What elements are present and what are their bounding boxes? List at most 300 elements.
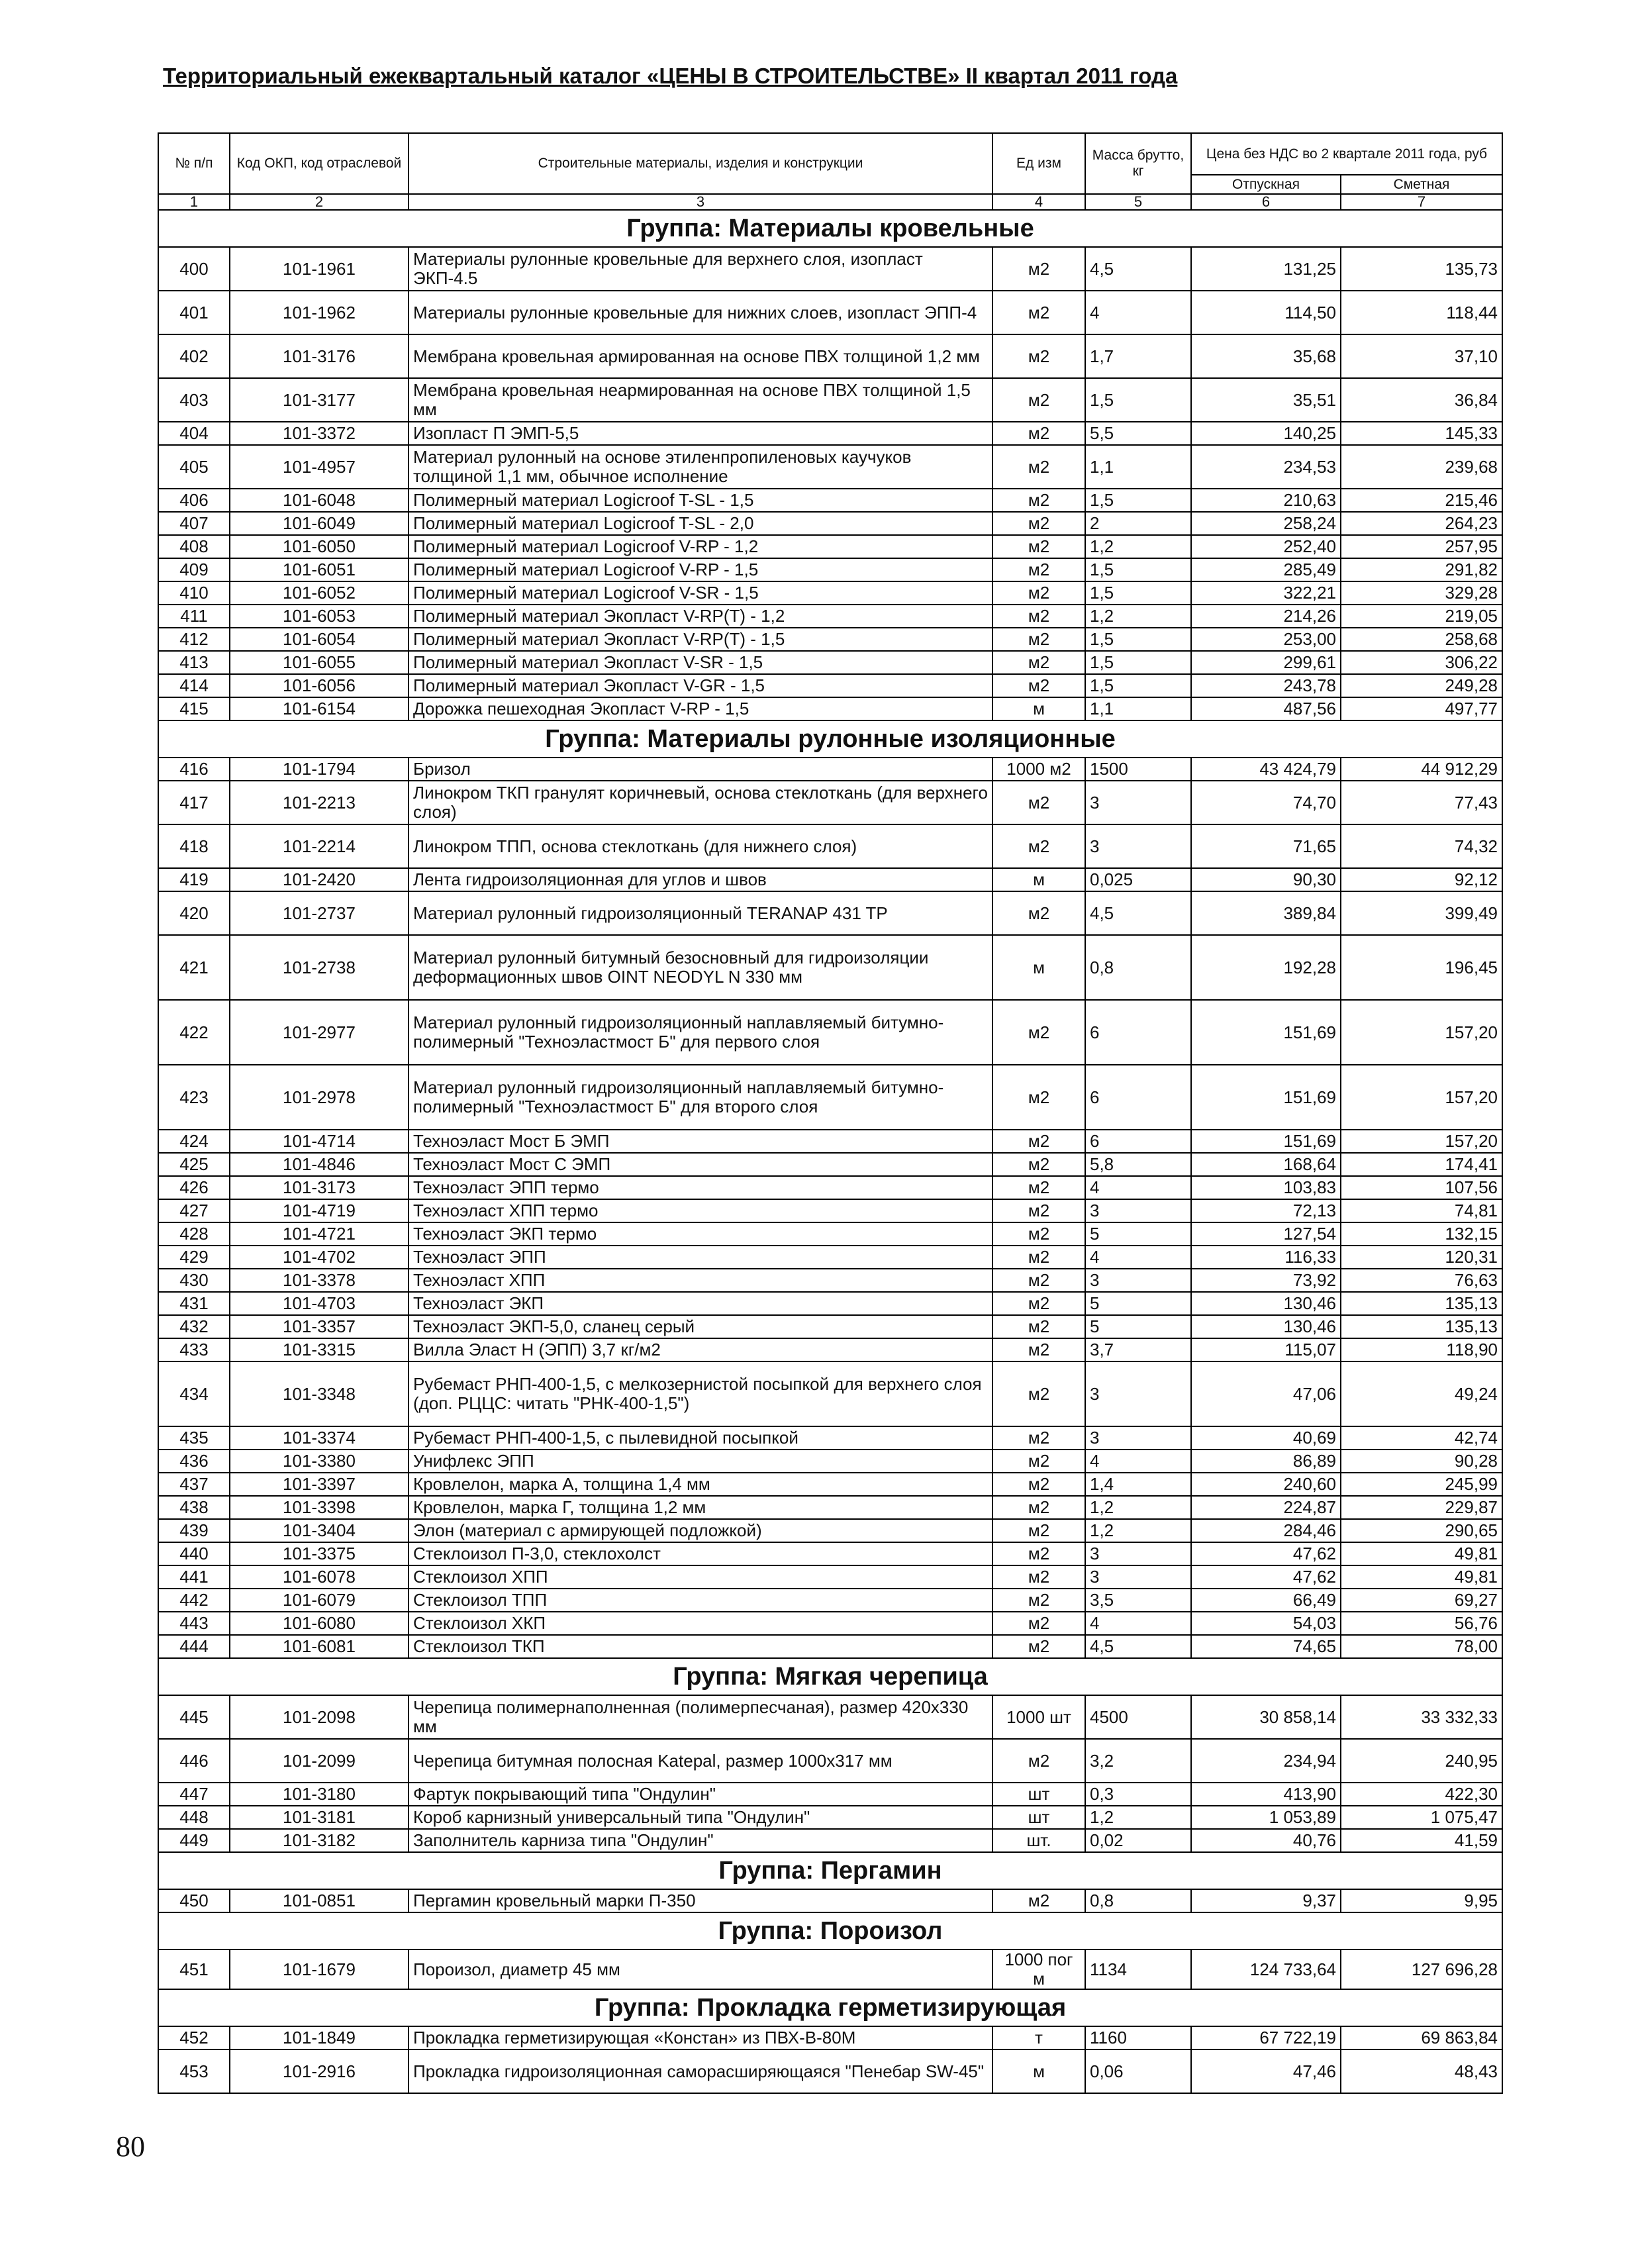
- unit: м2: [992, 1338, 1085, 1361]
- table-row: [158, 422, 1502, 445]
- material-name: Вилла Эласт Н (ЭПП) 3,7 кг/м2: [409, 1338, 992, 1361]
- table-row: [158, 674, 1502, 697]
- group-title: Группа: Пороизол: [158, 1912, 1502, 1949]
- column-number: 1: [158, 194, 230, 210]
- material-name: Пороизол, диаметр 45 мм: [409, 1949, 992, 1989]
- price-estimate: 157,20: [1341, 1130, 1502, 1153]
- okp-code: 101-2214: [230, 824, 409, 868]
- table-row: [158, 781, 1502, 824]
- unit: м: [992, 868, 1085, 891]
- row-number: 438: [158, 1496, 230, 1519]
- gross-mass: 4,5: [1085, 891, 1191, 935]
- row-number: 407: [158, 512, 230, 535]
- row-number: 429: [158, 1246, 230, 1269]
- row-number: 450: [158, 1889, 230, 1912]
- unit: м2: [992, 1565, 1085, 1589]
- table-row: [158, 1949, 1502, 1989]
- price-estimate: 56,76: [1341, 1612, 1502, 1635]
- unit: м2: [992, 1000, 1085, 1065]
- gross-mass: 3: [1085, 1426, 1191, 1450]
- price-release: 243,78: [1191, 674, 1341, 697]
- price-release: 234,53: [1191, 445, 1341, 489]
- table-row: [158, 1806, 1502, 1829]
- table-row: [158, 334, 1502, 378]
- gross-mass: 3: [1085, 1199, 1191, 1222]
- material-name: Техноэласт Мост С ЭМП: [409, 1153, 992, 1176]
- unit: м2: [992, 1246, 1085, 1269]
- okp-code: 101-2420: [230, 868, 409, 891]
- table-row: [158, 558, 1502, 581]
- gross-mass: 1,2: [1085, 1496, 1191, 1519]
- okp-code: 101-4703: [230, 1292, 409, 1315]
- price-release: 124 733,64: [1191, 1949, 1341, 1989]
- gross-mass: 5: [1085, 1292, 1191, 1315]
- table-row: [158, 1889, 1502, 1912]
- material-name: Унифлекс ЭПП: [409, 1450, 992, 1473]
- unit: м2: [992, 1361, 1085, 1426]
- row-number: 443: [158, 1612, 230, 1635]
- gross-mass: 3,2: [1085, 1739, 1191, 1783]
- column-number: 4: [992, 194, 1085, 210]
- page-header: Территориальный ежеквартальный каталог «ЦЕНЫ В СТРОИТЕЛЬСТВЕ» II квартал 2011 года: [163, 64, 1178, 88]
- material-name: Материалы рулонные кровельные для нижних слоев, изопласт ЭПП-4: [409, 291, 992, 334]
- table-row: [158, 581, 1502, 605]
- table-row: [158, 1473, 1502, 1496]
- okp-code: 101-1961: [230, 247, 409, 291]
- okp-code: 101-2738: [230, 935, 409, 1000]
- material-name: Линокром ТПП, основа стеклоткань (для нижнего слоя): [409, 824, 992, 868]
- price-release: 115,07: [1191, 1338, 1341, 1361]
- unit: м2: [992, 1889, 1085, 1912]
- table-row: [158, 1589, 1502, 1612]
- gross-mass: 4: [1085, 291, 1191, 334]
- price-estimate: 257,95: [1341, 535, 1502, 558]
- okp-code: 101-6080: [230, 1612, 409, 1635]
- col-header-price-release: Отпускная: [1191, 175, 1341, 194]
- gross-mass: 3: [1085, 1269, 1191, 1292]
- unit: м2: [992, 1426, 1085, 1450]
- unit: м2: [992, 891, 1085, 935]
- table-row: [158, 1000, 1502, 1065]
- price-release: 131,25: [1191, 247, 1341, 291]
- material-name: Техноэласт ХПП термо: [409, 1199, 992, 1222]
- okp-code: 101-2098: [230, 1695, 409, 1739]
- row-number: 444: [158, 1635, 230, 1658]
- unit: м2: [992, 1065, 1085, 1130]
- material-name: Прокладка гидроизоляционная саморасширяющаяся "Пенебар SW-45": [409, 2049, 992, 2093]
- okp-code: 101-6056: [230, 674, 409, 697]
- column-number: 2: [230, 194, 409, 210]
- unit: м2: [992, 1130, 1085, 1153]
- okp-code: 101-3397: [230, 1473, 409, 1496]
- row-number: 447: [158, 1783, 230, 1806]
- row-number: 426: [158, 1176, 230, 1199]
- price-release: 285,49: [1191, 558, 1341, 581]
- material-name: Материал рулонный битумный безосновный для гидроизоляции деформационных швов OINT NEODYL N 330 мм: [409, 935, 992, 1000]
- okp-code: 101-3372: [230, 422, 409, 445]
- material-name: Техноэласт Мост Б ЭМП: [409, 1130, 992, 1153]
- unit: м2: [992, 1292, 1085, 1315]
- price-release: 103,83: [1191, 1176, 1341, 1199]
- table-row: [158, 1065, 1502, 1130]
- price-estimate: 196,45: [1341, 935, 1502, 1000]
- okp-code: 101-3182: [230, 1829, 409, 1852]
- unit: м2: [992, 1269, 1085, 1292]
- group-title: Группа: Материалы кровельные: [158, 210, 1502, 247]
- unit: м2: [992, 1199, 1085, 1222]
- price-estimate: 69 863,84: [1341, 2026, 1502, 2049]
- row-number: 441: [158, 1565, 230, 1589]
- price-estimate: 36,84: [1341, 378, 1502, 422]
- price-release: 192,28: [1191, 935, 1341, 1000]
- price-release: 40,76: [1191, 1829, 1341, 1852]
- price-estimate: 37,10: [1341, 334, 1502, 378]
- gross-mass: 6: [1085, 1000, 1191, 1065]
- unit: м2: [992, 247, 1085, 291]
- table-row: [158, 1426, 1502, 1450]
- table-row: [158, 1338, 1502, 1361]
- unit: м: [992, 935, 1085, 1000]
- row-number: 442: [158, 1589, 230, 1612]
- gross-mass: 3: [1085, 781, 1191, 824]
- material-name: Дорожка пешеходная Экопласт V-RP - 1,5: [409, 697, 992, 720]
- okp-code: 101-6051: [230, 558, 409, 581]
- okp-code: 101-2916: [230, 2049, 409, 2093]
- unit: 1000 шт: [992, 1695, 1085, 1739]
- gross-mass: 3: [1085, 824, 1191, 868]
- table-row: [158, 1153, 1502, 1176]
- price-release: 240,60: [1191, 1473, 1341, 1496]
- gross-mass: 1,5: [1085, 378, 1191, 422]
- table-row: [158, 1565, 1502, 1589]
- unit: м2: [992, 422, 1085, 445]
- gross-mass: 1,1: [1085, 697, 1191, 720]
- material-name: Полимерный материал Экопласт V-RP(T) - 1,5: [409, 628, 992, 651]
- price-estimate: 78,00: [1341, 1635, 1502, 1658]
- unit: м2: [992, 1315, 1085, 1338]
- price-release: 86,89: [1191, 1450, 1341, 1473]
- gross-mass: 6: [1085, 1065, 1191, 1130]
- row-number: 410: [158, 581, 230, 605]
- price-release: 74,65: [1191, 1635, 1341, 1658]
- row-number: 419: [158, 868, 230, 891]
- price-release: 299,61: [1191, 651, 1341, 674]
- gross-mass: 1,5: [1085, 489, 1191, 512]
- unit: м2: [992, 1222, 1085, 1246]
- gross-mass: 0,8: [1085, 1889, 1191, 1912]
- row-number: 433: [158, 1338, 230, 1361]
- col-header-n: № п/п: [158, 133, 230, 194]
- row-number: 414: [158, 674, 230, 697]
- price-estimate: 77,43: [1341, 781, 1502, 824]
- table-row: [158, 868, 1502, 891]
- row-number: 412: [158, 628, 230, 651]
- price-release: 224,87: [1191, 1496, 1341, 1519]
- unit: м2: [992, 1176, 1085, 1199]
- price-estimate: 33 332,33: [1341, 1695, 1502, 1739]
- unit: м2: [992, 651, 1085, 674]
- unit: м: [992, 2049, 1085, 2093]
- okp-code: 101-3315: [230, 1338, 409, 1361]
- row-number: 452: [158, 2026, 230, 2049]
- table-row: [158, 512, 1502, 535]
- row-number: 451: [158, 1949, 230, 1989]
- row-number: 400: [158, 247, 230, 291]
- unit: м2: [992, 334, 1085, 378]
- group-header-row: [158, 1912, 1502, 1949]
- material-name: Полимерный материал Экопласт V-GR - 1,5: [409, 674, 992, 697]
- row-number: 445: [158, 1695, 230, 1739]
- material-name: Стеклоизол ТПП: [409, 1589, 992, 1612]
- col-header-code: Код ОКП, код отраслевой: [230, 133, 409, 194]
- gross-mass: 1,1: [1085, 445, 1191, 489]
- price-estimate: 291,82: [1341, 558, 1502, 581]
- gross-mass: 1,2: [1085, 535, 1191, 558]
- table-row: [158, 697, 1502, 720]
- material-name: Кровлелон, марка А, толщина 1,4 мм: [409, 1473, 992, 1496]
- row-number: 430: [158, 1269, 230, 1292]
- price-estimate: 422,30: [1341, 1783, 1502, 1806]
- unit: м2: [992, 489, 1085, 512]
- okp-code: 101-6048: [230, 489, 409, 512]
- okp-code: 101-4957: [230, 445, 409, 489]
- gross-mass: 1,5: [1085, 558, 1191, 581]
- price-release: 73,92: [1191, 1269, 1341, 1292]
- table-row: [158, 1635, 1502, 1658]
- material-name: Полимерный материал Logicroof T-SL - 2,0: [409, 512, 992, 535]
- okp-code: 101-3398: [230, 1496, 409, 1519]
- material-name: Полимерный материал Logicroof T-SL - 1,5: [409, 489, 992, 512]
- material-name: Материалы рулонные кровельные для верхнего слоя, изопласт ЭКП-4.5: [409, 247, 992, 291]
- gross-mass: 4,5: [1085, 247, 1191, 291]
- gross-mass: 0,025: [1085, 868, 1191, 891]
- material-name: Заполнитель карниза типа "Ондулин": [409, 1829, 992, 1852]
- price-estimate: 264,23: [1341, 512, 1502, 535]
- okp-code: 101-6050: [230, 535, 409, 558]
- price-release: 40,69: [1191, 1426, 1341, 1450]
- gross-mass: 1,5: [1085, 581, 1191, 605]
- okp-code: 101-4721: [230, 1222, 409, 1246]
- price-estimate: 145,33: [1341, 422, 1502, 445]
- okp-code: 101-3378: [230, 1269, 409, 1292]
- table-row: [158, 2026, 1502, 2049]
- price-estimate: 44 912,29: [1341, 758, 1502, 781]
- group-title: Группа: Пергамин: [158, 1852, 1502, 1889]
- okp-code: 101-3181: [230, 1806, 409, 1829]
- material-name: Стеклоизол П-3,0, стеклохолст: [409, 1542, 992, 1565]
- unit: м2: [992, 378, 1085, 422]
- price-release: 130,46: [1191, 1315, 1341, 1338]
- okp-code: 101-0851: [230, 1889, 409, 1912]
- table-row: [158, 1361, 1502, 1426]
- okp-code: 101-2737: [230, 891, 409, 935]
- unit: м2: [992, 1542, 1085, 1565]
- okp-code: 101-3348: [230, 1361, 409, 1426]
- price-release: 90,30: [1191, 868, 1341, 891]
- group-title: Группа: Материалы рулонные изоляционные: [158, 720, 1502, 758]
- unit: м2: [992, 1153, 1085, 1176]
- row-number: 401: [158, 291, 230, 334]
- price-estimate: 245,99: [1341, 1473, 1502, 1496]
- price-release: 253,00: [1191, 628, 1341, 651]
- price-release: 54,03: [1191, 1612, 1341, 1635]
- gross-mass: 1,5: [1085, 651, 1191, 674]
- okp-code: 101-3374: [230, 1426, 409, 1450]
- price-release: 47,06: [1191, 1361, 1341, 1426]
- gross-mass: 0,06: [1085, 2049, 1191, 2093]
- price-estimate: 290,65: [1341, 1519, 1502, 1542]
- table-row: [158, 378, 1502, 422]
- unit: м2: [992, 1589, 1085, 1612]
- price-estimate: 135,13: [1341, 1315, 1502, 1338]
- row-number: 411: [158, 605, 230, 628]
- table-row: [158, 1612, 1502, 1635]
- gross-mass: 4: [1085, 1612, 1191, 1635]
- price-release: 9,37: [1191, 1889, 1341, 1912]
- price-estimate: 497,77: [1341, 697, 1502, 720]
- price-release: 234,94: [1191, 1739, 1341, 1783]
- col-header-price: Цена без НДС во 2 квартале 2011 года, руб: [1191, 133, 1502, 175]
- material-name: Полимерный материал Экопласт V-SR - 1,5: [409, 651, 992, 674]
- row-number: 420: [158, 891, 230, 935]
- price-release: 140,25: [1191, 422, 1341, 445]
- price-release: 168,64: [1191, 1153, 1341, 1176]
- price-release: 214,26: [1191, 605, 1341, 628]
- gross-mass: 4500: [1085, 1695, 1191, 1739]
- gross-mass: 2: [1085, 512, 1191, 535]
- price-release: 67 722,19: [1191, 2026, 1341, 2049]
- material-name: Стеклоизол ХПП: [409, 1565, 992, 1589]
- gross-mass: 5,5: [1085, 422, 1191, 445]
- unit: м2: [992, 1519, 1085, 1542]
- price-release: 66,49: [1191, 1589, 1341, 1612]
- price-estimate: 48,43: [1341, 2049, 1502, 2093]
- table-row: [158, 628, 1502, 651]
- table-row: [158, 758, 1502, 781]
- price-estimate: 258,68: [1341, 628, 1502, 651]
- table-row: [158, 445, 1502, 489]
- unit: м2: [992, 1635, 1085, 1658]
- price-estimate: 9,95: [1341, 1889, 1502, 1912]
- col-header-price-estimate: Сметная: [1341, 175, 1502, 194]
- gross-mass: 1,2: [1085, 1806, 1191, 1829]
- price-release: 114,50: [1191, 291, 1341, 334]
- price-release: 47,62: [1191, 1542, 1341, 1565]
- price-estimate: 92,12: [1341, 868, 1502, 891]
- table-row: [158, 1496, 1502, 1519]
- price-release: 1 053,89: [1191, 1806, 1341, 1829]
- material-name: Техноэласт ЭКП: [409, 1292, 992, 1315]
- row-number: 417: [158, 781, 230, 824]
- price-estimate: 249,28: [1341, 674, 1502, 697]
- table-row: [158, 1695, 1502, 1739]
- group-header-row: [158, 210, 1502, 247]
- price-estimate: 157,20: [1341, 1065, 1502, 1130]
- price-release: 413,90: [1191, 1783, 1341, 1806]
- row-number: 416: [158, 758, 230, 781]
- group-header-row: [158, 1658, 1502, 1695]
- row-number: 453: [158, 2049, 230, 2093]
- price-estimate: 118,90: [1341, 1338, 1502, 1361]
- price-release: 35,51: [1191, 378, 1341, 422]
- table-row: [158, 1519, 1502, 1542]
- gross-mass: 1,7: [1085, 334, 1191, 378]
- okp-code: 101-4714: [230, 1130, 409, 1153]
- price-estimate: 229,87: [1341, 1496, 1502, 1519]
- okp-code: 101-3375: [230, 1542, 409, 1565]
- unit: 1000 пог м: [992, 1949, 1085, 1989]
- material-name: Полимерный материал Logicroof V-RP - 1,2: [409, 535, 992, 558]
- table-row: [158, 535, 1502, 558]
- price-release: 151,69: [1191, 1130, 1341, 1153]
- group-header-row: [158, 720, 1502, 758]
- okp-code: 101-4846: [230, 1153, 409, 1176]
- okp-code: 101-3176: [230, 334, 409, 378]
- okp-code: 101-3173: [230, 1176, 409, 1199]
- material-name: Материал рулонный на основе этиленпропиленовых каучуков толщиной 1,1 мм, обычное исполнение: [409, 445, 992, 489]
- col-header-name: Строительные материалы, изделия и конструкции: [409, 133, 992, 194]
- okp-code: 101-4719: [230, 1199, 409, 1222]
- row-number: 449: [158, 1829, 230, 1852]
- column-number: 5: [1085, 194, 1191, 210]
- gross-mass: 4: [1085, 1246, 1191, 1269]
- price-estimate: 1 075,47: [1341, 1806, 1502, 1829]
- row-number: 403: [158, 378, 230, 422]
- unit: м2: [992, 628, 1085, 651]
- material-name: Техноэласт ХПП: [409, 1269, 992, 1292]
- material-name: Рубемаст РНП-400-1,5, с пылевидной посыпкой: [409, 1426, 992, 1450]
- gross-mass: 1134: [1085, 1949, 1191, 1989]
- row-number: 448: [158, 1806, 230, 1829]
- unit: м2: [992, 781, 1085, 824]
- price-release: 284,46: [1191, 1519, 1341, 1542]
- unit: м2: [992, 581, 1085, 605]
- gross-mass: 5,8: [1085, 1153, 1191, 1176]
- price-release: 151,69: [1191, 1000, 1341, 1065]
- gross-mass: 5: [1085, 1222, 1191, 1246]
- price-estimate: 107,56: [1341, 1176, 1502, 1199]
- price-release: 71,65: [1191, 824, 1341, 868]
- price-estimate: 132,15: [1341, 1222, 1502, 1246]
- table-row: [158, 1292, 1502, 1315]
- price-release: 151,69: [1191, 1065, 1341, 1130]
- row-number: 422: [158, 1000, 230, 1065]
- unit: м2: [992, 512, 1085, 535]
- gross-mass: 0,3: [1085, 1783, 1191, 1806]
- table-row: [158, 1269, 1502, 1292]
- row-number: 437: [158, 1473, 230, 1496]
- gross-mass: 1,2: [1085, 1519, 1191, 1542]
- unit: шт: [992, 1806, 1085, 1829]
- group-title: Группа: Мягкая черепица: [158, 1658, 1502, 1695]
- column-number: 7: [1341, 194, 1502, 210]
- material-name: Кровлелон, марка Г, толщина 1,2 мм: [409, 1496, 992, 1519]
- material-name: Техноэласт ЭКП-5,0, сланец серый: [409, 1315, 992, 1338]
- price-estimate: 120,31: [1341, 1246, 1502, 1269]
- price-release: 258,24: [1191, 512, 1341, 535]
- price-release: 47,46: [1191, 2049, 1341, 2093]
- unit: шт: [992, 1783, 1085, 1806]
- price-release: 43 424,79: [1191, 758, 1341, 781]
- material-name: Стеклоизол ТКП: [409, 1635, 992, 1658]
- gross-mass: 1500: [1085, 758, 1191, 781]
- price-estimate: 74,81: [1341, 1199, 1502, 1222]
- row-number: 413: [158, 651, 230, 674]
- row-number: 409: [158, 558, 230, 581]
- material-name: Рубемаст РНП-400-1,5, с мелкозернистой посыпкой для верхнего слоя (доп. РЦЦС: читать "РНК-400-1,5"): [409, 1361, 992, 1426]
- material-name: Прокладка герметизирующая «Констан» из ПВХ-В-80М: [409, 2026, 992, 2049]
- page-number: 80: [116, 2130, 145, 2163]
